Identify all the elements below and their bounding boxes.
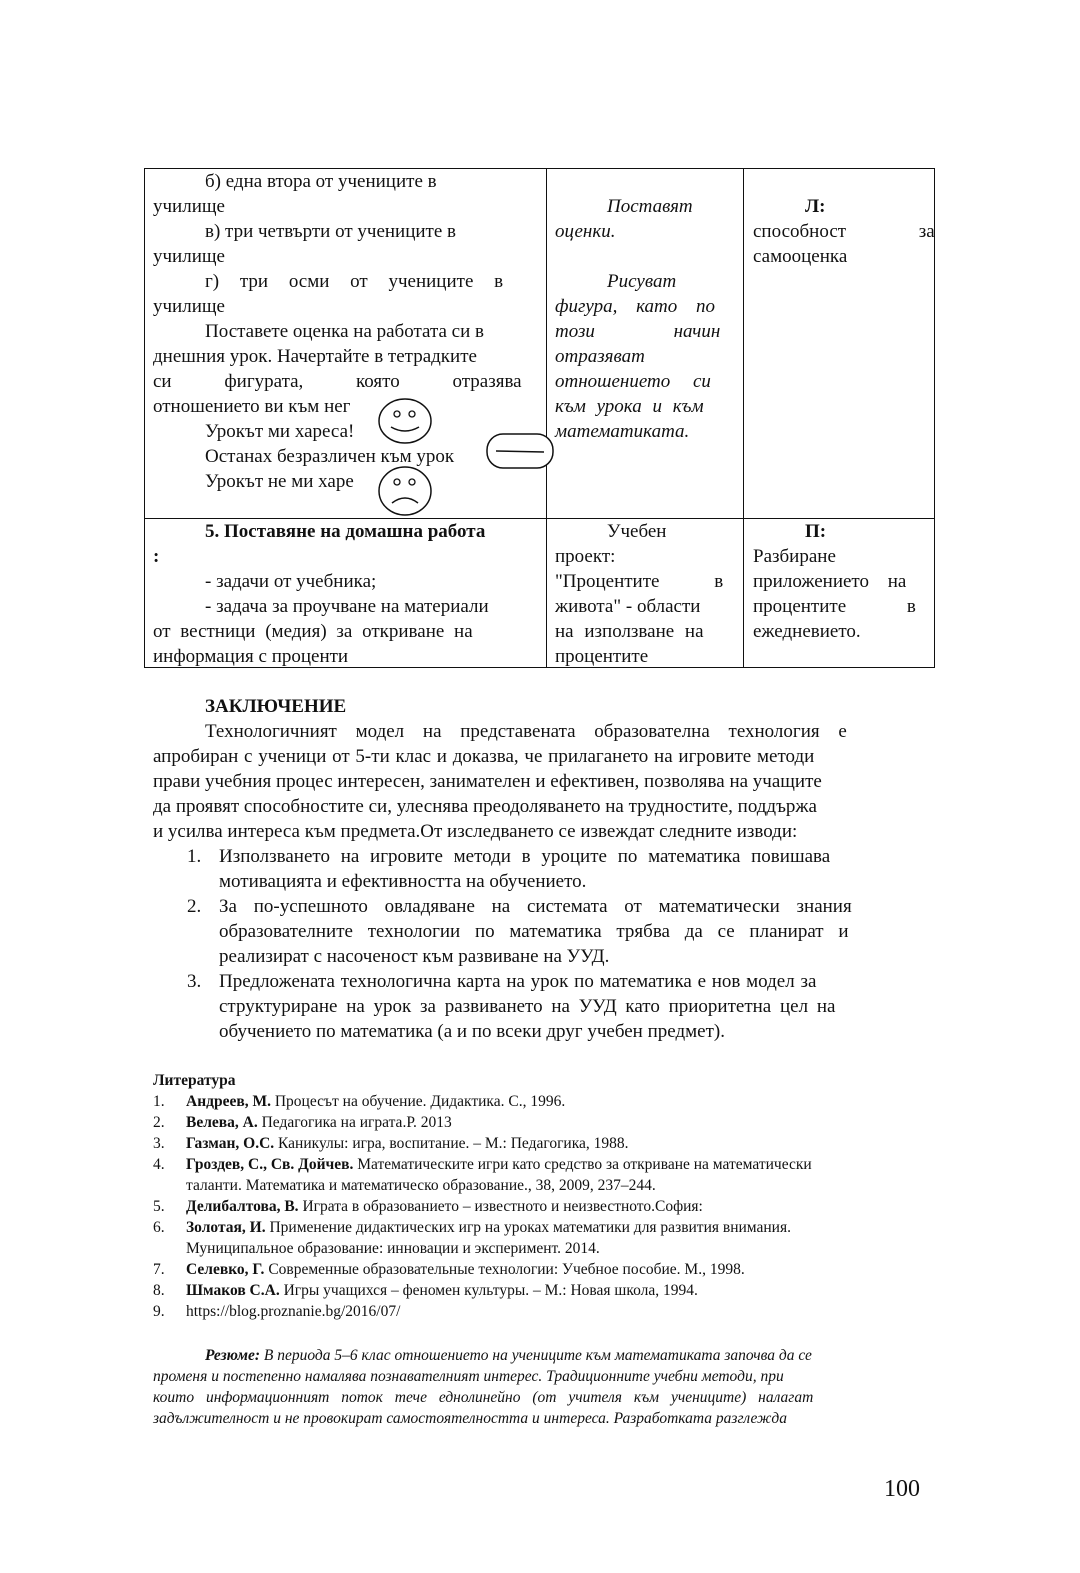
paragraph-line: прави учебния процес интересен, занимателен и ефективен, позволява на учащите: [153, 771, 822, 792]
row1-student-activity-cell: [555, 194, 735, 444]
text-line: на използване на: [555, 621, 704, 642]
text-line: способност за: [753, 221, 935, 242]
item-number: 6.: [153, 1219, 165, 1236]
summary-section: [153, 1345, 925, 1429]
reference-text: Современные образовательные технологии: Учебное пособие. М., 1998.: [264, 1261, 745, 1278]
text-line: Поставете оценка на работата си в: [205, 321, 484, 342]
reference-author: Шмаков С.А.: [186, 1282, 280, 1299]
text-line: :: [153, 546, 160, 567]
text-line: процентите в: [753, 596, 916, 617]
summary-text: В периода 5–6 клас отношението на учениците към математиката започва да се: [260, 1347, 812, 1364]
reference-author: Велева, А.: [186, 1114, 258, 1131]
text-line: ежедневието.: [753, 621, 861, 642]
summary-line: [153, 1345, 925, 1366]
text-line: този начин: [555, 321, 721, 342]
reference-author: Селевко, Г.: [186, 1261, 265, 1278]
reference-item: [153, 1154, 925, 1196]
text-line: Учебен: [607, 521, 667, 542]
item-line: мотивацията и ефективността на обучението.: [219, 871, 587, 892]
item-number: 2.: [187, 896, 202, 917]
section-heading: ЗАКЛЮЧЕНИЕ: [205, 696, 347, 717]
reference-text: Игры учащихся – феномен культуры. – М.: Новая школа, 1994.: [279, 1282, 698, 1299]
item-number: 1.: [187, 846, 202, 867]
row1-competence-cell: [753, 194, 935, 269]
item-line: реализират с насоченост към развиване на УУД.: [219, 946, 610, 967]
reference-item: [153, 1091, 925, 1112]
text-line: днешния урок. Начертайте в тетрадките: [153, 346, 477, 367]
reference-item: [153, 1196, 925, 1217]
paragraph-line: да проявят способностите си, улеснява преодоляването на трудностите, поддържа: [153, 796, 817, 817]
reference-author: Газман, О.С.: [186, 1135, 275, 1152]
reference-text-continued: таланти. Математика и математическо образование., 38, 2009, 237–244.: [186, 1177, 656, 1194]
text-line: [153, 169, 536, 194]
text-line: приложението на: [753, 571, 907, 592]
reference-item: [153, 1259, 925, 1280]
column-divider: [743, 169, 744, 667]
text-line: Поставят: [607, 196, 693, 217]
conclusion-item: [153, 844, 925, 894]
row2-activity-cell: [153, 519, 536, 669]
item-number: 5.: [153, 1198, 165, 1215]
literature-section: [153, 1070, 925, 1322]
item-line: образователните технологии по математика трябва да се планират и: [219, 921, 849, 942]
reference-text: Применение дидактических игр на уроках математики для развития внимания.: [265, 1219, 791, 1236]
reference-item: [153, 1112, 925, 1133]
reference-author: Делибалтова, В.: [186, 1198, 299, 1215]
text-line: отношението си: [555, 371, 711, 392]
lesson-table: [144, 168, 935, 668]
conclusion-list: [153, 844, 925, 1044]
item-number: 2.: [153, 1114, 165, 1131]
reference-author: Золотая, И.: [186, 1219, 266, 1236]
text-line: отразяват: [555, 346, 645, 367]
competence-heading: П:: [805, 521, 827, 542]
item-line: За по-успешното овладяване на системата от математически знания: [219, 896, 852, 917]
text-line: училище: [153, 296, 225, 317]
item-number: 4.: [153, 1156, 165, 1173]
text-line: отношението ви към нег: [153, 396, 351, 417]
conclusion-item: [153, 894, 925, 969]
text-line: г) три осми от учениците в: [205, 271, 504, 292]
page-number: 100: [884, 1476, 920, 1502]
summary-line: задължителност и не провокират самостоятелността и интереса. Разработката разглежда: [153, 1410, 787, 1427]
paragraph-line: апробиран с ученици от 5-ти клас и доказва, че прилагането на игровите методи: [153, 746, 815, 767]
item-line: Предложената технологична карта на урок по математика е нов модел за: [219, 971, 817, 992]
item-number: 3.: [153, 1135, 165, 1152]
reference-text: Каникулы: игра, воспитание. – М.: Педагогика, 1988.: [274, 1135, 629, 1152]
text-line: проект:: [555, 546, 616, 567]
conclusion-section: [153, 694, 925, 1044]
reference-text: Педагогика на играта.Р. 2013: [257, 1114, 452, 1131]
column-divider: [546, 169, 547, 667]
text-line: училище: [153, 246, 225, 267]
reference-item: [153, 1217, 925, 1259]
reference-author: Андреев, М.: [186, 1093, 271, 1110]
text-line: "Процентите в: [555, 571, 724, 592]
item-number: 3.: [187, 971, 202, 992]
item-line: Използването на игровите методи в уроците по математика повишава: [219, 846, 831, 867]
summary-line: променя и постепенно намалява познавателният интерес. Традиционните учебни методи, при: [153, 1368, 784, 1385]
competence-heading: Л:: [805, 196, 826, 217]
reference-text-continued: Муниципальное образование: инновации и эксперимент. 2014.: [186, 1240, 600, 1257]
item-number: 8.: [153, 1282, 165, 1299]
text-line: оценки.: [555, 221, 616, 242]
sad-face-icon: [377, 465, 433, 517]
text-line: Рисуват: [607, 271, 677, 292]
item-number: 1.: [153, 1093, 165, 1110]
text-line: Останах безразличен към урок: [205, 446, 455, 467]
item-line: обучението по математика (а и по всеки друг учебен предмет).: [219, 1021, 725, 1042]
step-heading: 5. Поставяне на домашна работа: [205, 521, 486, 542]
item-number: 9.: [153, 1303, 165, 1320]
text-line: фигура, като по: [555, 296, 715, 317]
text-line: си фигурата, която отразява: [153, 371, 522, 392]
row1-activity-cell: [153, 169, 536, 494]
reference-author: Гроздев, С., Св. Дойчев.: [186, 1156, 354, 1173]
text-line: самооценка: [753, 246, 848, 267]
text-line: информация с проценти: [153, 646, 349, 667]
summary-label: Резюме:: [205, 1347, 261, 1364]
reference-item: [153, 1280, 925, 1301]
paragraph-line: Технологичният модел на представената образователна технология е: [205, 721, 847, 742]
text-line: от вестници (медия) за откриване на: [153, 621, 473, 642]
conclusion-item: [153, 969, 925, 1044]
row2-competence-cell: [753, 519, 926, 644]
text-line: Разбиране: [753, 546, 836, 567]
text-line: - задача за проучване на материали: [205, 596, 489, 617]
text-line: училище: [153, 196, 225, 217]
text: б) една втора от учениците в: [205, 171, 437, 192]
reference-text: Играта в образованието – известното и неизвестното.София:: [298, 1198, 703, 1215]
text-line: [555, 244, 735, 269]
text-line: живота" - области: [555, 596, 701, 617]
neutral-face-icon: [486, 433, 554, 469]
text-line: математиката.: [555, 421, 690, 442]
row2-student-activity-cell: [555, 519, 735, 669]
text-line: в) три четвърти от учениците в: [205, 221, 457, 242]
text-line: процентите: [555, 646, 649, 667]
text-line: Урокът не ми харе: [205, 471, 354, 492]
text-line: към урока и към: [555, 396, 704, 417]
reference-item: [153, 1133, 925, 1154]
summary-line: които информационният поток тече еднолинейно (от учителя към учениците) налагат: [153, 1389, 814, 1406]
reference-text: Процесът на обучение. Дидактика. С., 1996.: [270, 1093, 566, 1110]
paragraph-line: и усилва интереса към предмета.От изследването се извеждат следните изводи:: [153, 821, 798, 842]
smiley-face-icon: [377, 397, 433, 445]
section-heading: Литература: [153, 1072, 236, 1089]
reference-link[interactable]: https://blog.proznanie.bg/2016/07/: [186, 1303, 401, 1320]
text-line: - задачи от учебника;: [205, 571, 377, 592]
text-line: Урокът ми хареса!: [205, 421, 355, 442]
reference-item: [153, 1301, 925, 1322]
item-number: 7.: [153, 1261, 165, 1278]
reference-text: Математическите игри като средство за откриване на математически: [353, 1156, 812, 1173]
item-line: структуриране на урок за развиването на УУД като приоритетна цел на: [219, 996, 836, 1017]
